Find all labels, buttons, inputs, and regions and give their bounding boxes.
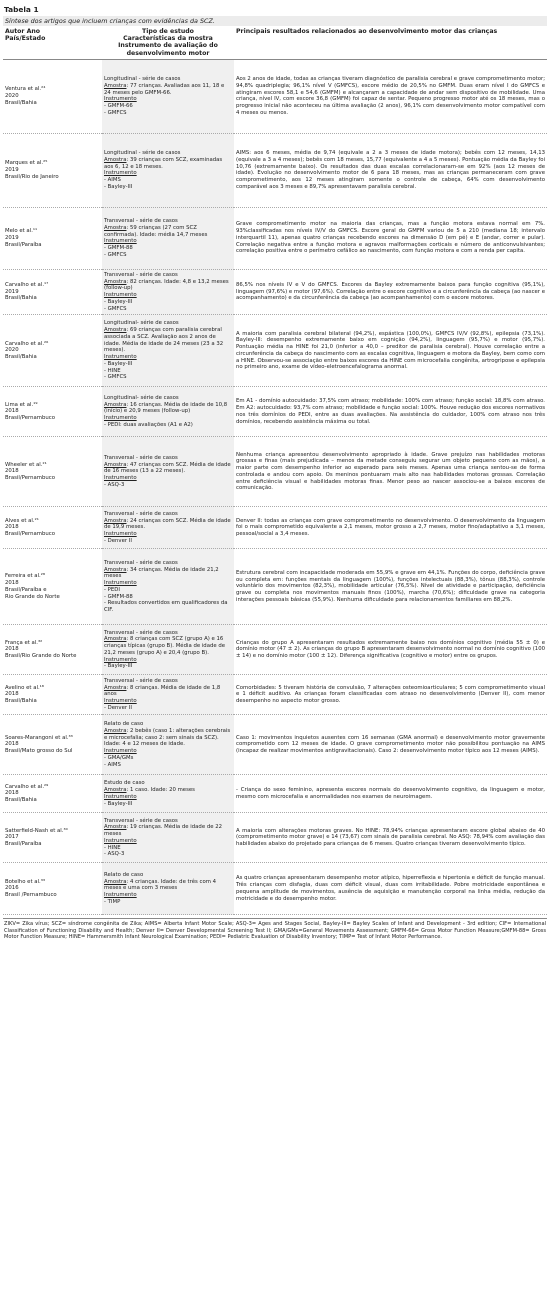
- results-cell: Comorbidades: 5 tiveram história de convulsão, 7 alterações osteomioarticulares; 5 com comprometimento visual e 1 déficit auditivo. As crianças foram classificadas com atraso no desenvolvimento (Denver II), com menor desempenho no aspecto motor grosso.: [234, 675, 547, 715]
- study-sample: [104, 824, 232, 838]
- study-cell: [102, 863, 234, 915]
- author-year: 2020: [5, 347, 19, 354]
- author-cell: [3, 133, 102, 207]
- author-name: França et al.³²: [5, 639, 43, 646]
- sample-label: Amostra: [104, 566, 127, 573]
- header-results: Principais resultados relacionados ao desenvolvimento motor das crianças: [234, 26, 547, 59]
- study-cell: [102, 625, 234, 675]
- author-cell: [3, 207, 102, 269]
- instrument-list: - Bayley-III - GMFCS: [104, 298, 133, 312]
- instrument-label: Instrumento: [104, 892, 137, 899]
- sample-text: : 1 caso. Idade: 20 meses: [126, 787, 195, 794]
- author-place: Brasil/Rio Grande do Norte: [5, 653, 77, 660]
- sample-label: Amostra: [104, 156, 127, 163]
- results-cell: - Criança do sexo feminino, apresenta escores normais do desenvolvimento cognitivo, da linguagem e motor, mesmo com microcefalia e anormalidades nos exames de neuroimagem.: [234, 775, 547, 813]
- results-cell: Nenhuma criança apresentou desenvolvimento apropriado à idade. Grave prejuízo nas habilidades motoras grossas e finas (mais prejudicada – menos da metade conseguiu segurar um objeto pequeno com as mãos), a maior parte com desempenho inferior ao esperado para seis meses. Apenas uma criança sentou-se de forma controlada e andou com apoio. Os meninos pontuaram mais alto nas habilidades motoras grossas. Correlação entre deficiência visual e habilidades motoras finas. Menor peso ao nascer associou-se a baixos escores de comunicação.: [234, 437, 547, 507]
- study-type: Transversal - série de casos: [104, 271, 178, 278]
- table-row: [3, 549, 547, 625]
- study-cell: [102, 675, 234, 715]
- author-name: Carvalho et al.¹⁷: [5, 281, 49, 288]
- study-cell: [102, 207, 234, 269]
- instrument-label: Instrumento: [104, 354, 137, 361]
- table-row: [3, 315, 547, 387]
- instrument-label: Instrumento: [104, 96, 137, 103]
- study-cell: [102, 315, 234, 387]
- author-place: Brasil/Bahia: [5, 354, 37, 361]
- sample-label: Amostra: [104, 684, 127, 691]
- study-cell: [102, 437, 234, 507]
- author-name: Carvalho et al.²⁶: [5, 340, 49, 347]
- instrument-list: - PEDI - GMFM-88 - Resultados convertidos em qualificadores da CIF.: [104, 586, 228, 614]
- author-year: 2020: [5, 92, 19, 99]
- sample-text: : 19 crianças. Média de idade de 22 meses: [104, 824, 222, 838]
- author-name: Melo et al.¹¹: [5, 228, 38, 235]
- sample-text: : 47 crianças com SCZ. Média de idade de 16 meses (13 a 22 meses).: [104, 461, 231, 475]
- author-cell: [3, 863, 102, 915]
- instrument-list: - ASQ-3: [104, 481, 125, 488]
- study-type: Transversal - série de casos: [104, 218, 178, 225]
- sample-text: : 59 crianças (27 com SCZ confirmada). Idade: média 14,7 meses: [104, 224, 208, 238]
- author-year: 2018: [5, 524, 19, 531]
- sample-label: Amostra: [104, 461, 127, 468]
- sample-label: Amostra: [104, 878, 127, 885]
- sample-text: : 2 bebês (caso 1: alterações cerebrais e microcefalia; caso 2: sem sinais da SCZ). Idade: 4 e 12 meses de idade.: [104, 727, 231, 748]
- table-body: [3, 59, 547, 915]
- author-name: Lima et al.¹⁹: [5, 401, 38, 408]
- sample-label: Amostra: [104, 327, 127, 334]
- table-row: [3, 863, 547, 915]
- instrument-list: - Denver II: [104, 537, 132, 544]
- study-sample: [104, 327, 232, 354]
- study-sample: [104, 518, 232, 532]
- author-name: Alves et al.²¹: [5, 517, 39, 524]
- table-header-row: [3, 26, 547, 59]
- sample-label: Amostra: [104, 82, 127, 89]
- author-name: Carvalho et al.²⁹: [5, 783, 49, 790]
- sample-label: Amostra: [104, 401, 127, 408]
- sample-text: : 8 crianças. Média de idade de 1,8 anos: [104, 684, 221, 698]
- study-type: Transversal - série de casos: [104, 677, 178, 684]
- instrument-list: - GMFM-88 - GMFCS: [104, 245, 133, 258]
- results-cell: As quatro crianças apresentaram desempenho motor atípico, hiperreflexia e hipertonia e déficit de função manual. Três crianças com disfagia, duas com déficit visual, duas com irritabilidade. Pobre motricidade espontânea e pequena amplitude de movimentos, ausência de aquisição e manutenção corporal na linha média, redução da motricidade e do desempenho motor.: [234, 863, 547, 915]
- table-row: [3, 133, 547, 207]
- study-type: Longitudinal- série de casos: [104, 320, 179, 327]
- results-cell: Grave comprometimento motor na maioria das crianças, mas a função motora estava normal em 7%. 93%classificadas nos níveis IV/V do GMFCS. Escore geral do GMFM variou de 5 a 210 (mediana 18; intervalo interquartil 11), apenas quatro crianças recebendo escores na dimensão D (em pé) e E (andar, correr e pular). Correlação negativa entre a função motora e agravos malformações corticais e número de anticonvulsivantes; correlação positiva entre o perímetro cefálico ao nascimento, com função motora e com a renda per capita.: [234, 207, 547, 269]
- study-cell: [102, 549, 234, 625]
- table-row: [3, 59, 547, 133]
- author-cell: [3, 813, 102, 863]
- table-label: Tabela 1: [4, 5, 39, 14]
- instrument-list: - AIMS - Bayley-III: [104, 177, 133, 190]
- study-cell: [102, 387, 234, 437]
- author-name: Wheeler et al.²¹: [5, 461, 47, 468]
- header-study-type: Tipo de estudo Características da mostra Instrumento de avaliação do desenvolvimento motor: [102, 26, 234, 59]
- study-cell: [102, 133, 234, 207]
- table-row: [3, 207, 547, 269]
- sample-label: Amostra: [104, 278, 127, 285]
- author-cell: [3, 437, 102, 507]
- author-cell: [3, 625, 102, 675]
- study-sample: [104, 879, 232, 893]
- author-place: Brasil/Bahia: [5, 295, 37, 302]
- study-cell: [102, 715, 234, 775]
- study-type: Relato de caso: [104, 721, 144, 728]
- instrument-list: - GMA/GMs - AIMS: [104, 754, 134, 768]
- instrument-label: Instrumento: [104, 656, 137, 663]
- author-year: 2019: [5, 288, 19, 295]
- study-cell: [102, 775, 234, 813]
- author-name: Marques et al.²⁵: [5, 160, 48, 167]
- author-place: Brasil/Paraíba: [5, 841, 42, 848]
- study-type: Estudo de caso: [104, 780, 145, 787]
- sample-text: : 77 crianças. Avaliadas aos 11, 18 e 24 meses pelo GMFM-66.: [104, 82, 225, 96]
- results-cell: Em A1 - domínio autocuidado: 37,5% com atraso; mobilidade: 100% com atraso; função social: 18,8% com atraso. Em A2: autocuidado: 93,7% com atraso; mobilidade e função social: 100%. Houve redução dos escores normativos nos três domínios do PEDI, entre as duas avaliações. Na assistência do cuidador, 100% com atraso nos três domínios, recebendo assistência máxima ou total.: [234, 387, 547, 437]
- author-year: 2016: [5, 885, 19, 892]
- author-year: 2017: [5, 834, 19, 841]
- study-cell: [102, 269, 234, 315]
- author-place: Brasil/Bahia: [5, 698, 37, 705]
- study-type: Transversal - série de casos: [104, 454, 178, 461]
- sample-text: : 8 crianças com SCZ (grupo A) e 16 crianças típicas (grupo B). Média de idade de 21,2 meses (grupo A) e 20,4 (grupo B).: [104, 636, 226, 656]
- author-place: Brasil/Pernambuco: [5, 415, 55, 422]
- author-place: Brasil/Bahia: [5, 99, 37, 106]
- study-sample: [104, 83, 232, 97]
- results-cell: A maioria com alterações motoras graves. No HINE: 78,94% crianças apresentaram escore global abaixo de 40 (comprometimento motor grave) e 14 (73,67) com sinais de paralisia cerebral. No ASQ: 78,94% com avaliação das habilidades abaixo do projetado para crianças de 6 meses. Quatro crianças tiveram desenvolvimento típico.: [234, 813, 547, 863]
- table-row: [3, 675, 547, 715]
- instrument-label: Instrumento: [104, 580, 137, 587]
- articles-table: [3, 26, 547, 915]
- instrument-label: Instrumento: [104, 698, 137, 705]
- study-cell: [102, 59, 234, 133]
- study-sample: [104, 636, 232, 656]
- table-footnote: ZIKV= Zika vírus; SCZ= síndrome congênita de Zika; AIMS= Alberta Infant Motor Scale; ASQ-3= Ages and Stages Social, Bayley-III= Bayley Scales of Infant and Development - 3rd edition; CIF= International Classification of Functioning Disability and Health; Denver II= Denver Developmental Screening Test II; GMA/GMs=General Movements Assessment; GMFM-66= Gross Motor Function Measure;GMFM-88= Gross Motor Function Measure; HINE= Hammersmith Infant Neurological Examination; PEDI= Pediatric Evaluation of Disability Inventory; TIMP= Test of Infant Motor Performance.: [3, 918, 547, 942]
- study-sample: [104, 787, 232, 794]
- instrument-list: - Bayley-III - HINE - GMFCS: [104, 360, 133, 381]
- results-cell: A maioria com paralisia cerebral bilateral (94,2%), espástica (100,0%), GMFCS IV/V (92,8%), epilepsia (73,1%). Bayley-III: desempenho extremamente baixo em cognição (94,2%), linguagem (95,7%) e motor (95,7%). Pontuação média na HINE foi 21,0 (inferior a 40,0 – preditor de paralisia cerebral). Houve correlação entre a circunferência da cabeça do nascimento com as escalas cognitiva, linguagem e motora da Bayley, bem como com a HINE. Observou-se associação entre baixos escores da HINE com microcefalia congênita, artrogripose e epilepsia no primeiro ano, exame de vídeo-eletroencefalograma anormal.: [234, 315, 547, 387]
- instrument-list: - Bayley-III: [104, 663, 133, 670]
- sample-text: : 82 crianças. Idade: 4,8 e 13,2 meses (follow-up): [104, 278, 229, 292]
- author-name: Soares-Marangoni et al.³³: [5, 734, 73, 741]
- author-year: 2018: [5, 646, 19, 653]
- author-name: Avelino et al.¹⁸: [5, 684, 44, 691]
- table-row: [3, 813, 547, 863]
- instrument-label: Instrumento: [104, 531, 137, 538]
- study-type: Transversal - série de casos: [104, 510, 178, 517]
- author-year: 2019: [5, 166, 19, 173]
- author-year: 2018: [5, 790, 19, 797]
- author-place: Brasil/Paraíba: [5, 241, 42, 248]
- study-type: Longitudinal- série de casos: [104, 394, 179, 401]
- table-row: [3, 269, 547, 315]
- instrument-label: Instrumento: [104, 793, 137, 800]
- sample-text: : 39 crianças com SCZ, examinadas aos 6, 12 e 18 meses.: [104, 156, 223, 170]
- author-place: Brasil/Bahia: [5, 797, 37, 804]
- study-type: Transversal - série de casos: [104, 629, 178, 636]
- author-place: Brasil/Paraíba e Rio Grande do Norte: [5, 586, 60, 600]
- study-sample: [104, 567, 232, 581]
- instrument-list: - TIMP: [104, 898, 121, 905]
- sample-text: : 24 crianças com SCZ. Média de idade de 19,9 meses.: [104, 517, 231, 531]
- study-cell: [102, 507, 234, 549]
- sample-label: Amostra: [104, 787, 127, 794]
- instrument-label: Instrumento: [104, 170, 137, 177]
- study-type: Transversal - série de casos: [104, 559, 178, 566]
- author-name: Botelho et al.³³: [5, 878, 45, 885]
- author-year: 2018: [5, 741, 19, 748]
- table-row: [3, 507, 547, 549]
- table-row: [3, 387, 547, 437]
- sample-label: Amostra: [104, 517, 127, 524]
- author-cell: [3, 59, 102, 133]
- sample-label: Amostra: [104, 224, 127, 231]
- author-place: Brasil/Mato grosso do Sul: [5, 748, 73, 755]
- author-year: 2018: [5, 580, 19, 587]
- instrument-list: - HINE - ASQ-3: [104, 844, 125, 858]
- author-cell: [3, 387, 102, 437]
- sample-text: : 34 crianças. Média de idade 21,2 meses: [104, 566, 219, 580]
- author-cell: [3, 775, 102, 813]
- study-sample: [104, 225, 232, 239]
- author-cell: [3, 507, 102, 549]
- study-sample: [104, 728, 232, 748]
- author-name: Satterfield-Nash et al.³⁰: [5, 827, 68, 834]
- instrument-label: Instrumento: [104, 748, 137, 755]
- sample-text: : 4 crianças. Idade: de três com 4 meses e uma com 3 meses: [104, 878, 217, 892]
- author-year: 2018: [5, 408, 19, 415]
- instrument-list: - Bayley-III: [104, 800, 133, 807]
- author-cell: [3, 549, 102, 625]
- table-subtitle: Síntese dos artigos que incluem crianças com evidências da SCZ.: [3, 16, 547, 26]
- table-row: [3, 715, 547, 775]
- sample-label: Amostra: [104, 824, 127, 831]
- results-cell: Estrutura cerebral com incapacidade moderada em 55,9% e grave em 44,1%. Funções do corpo, deficiência grave ou completa em: funções mentais da linguagem (100%), funções intelectuais (88,3%), tônus (88,3%), controle voluntário dos movimentos (82,3%), mobilidade articular (76,5%). Nível de atividade e participação, deficiência grave ou completa nos movimentos manuais finos (100%), marcha (70,6%); dificuldade grave na categoria interações pessoais básicas (55,9%). Nenhuma dificuldade para relacionamentos familiares em 88,2%.: [234, 549, 547, 625]
- table-row: [3, 437, 547, 507]
- results-cell: Aos 2 anos de idade, todas as crianças tiveram diagnóstico de paralisia cerebral e grave comprometimento motor; 94,8% quadriplegia; 96,1% nível V (GMFCS), escore médio de 20,5% no GMFM. Duas eram nível I do GMFCS e atingiram escores 58,1 e 54,6 (GMFM) e alcançaram a capacidade de andar sem dispositivo de mobilidade. Uma criança, nível IV, com escore 36,8 (GMFM) foi capaz de sentar. Pequeno progresso motor até os 18 meses, mas o progresso inicial não aconteceu na última avaliação (2 anos), 96,1% com desenvolvimento motor compatível com 4 meses ou menos.: [234, 59, 547, 133]
- instrument-label: Instrumento: [104, 475, 137, 482]
- author-place: Brasil/Pernambuco: [5, 531, 55, 538]
- sample-label: Amostra: [104, 727, 127, 734]
- study-cell: [102, 813, 234, 863]
- author-year: 2018: [5, 468, 19, 475]
- instrument-label: Instrumento: [104, 292, 137, 299]
- instrument-label: Instrumento: [104, 415, 137, 422]
- sample-label: Amostra: [104, 636, 127, 643]
- study-type: Relato de caso: [104, 871, 144, 878]
- sample-text: : 69 crianças com paralisia cerebral associada a SCZ. Avaliação aos 2 anos de idade. Média de idade de 24 meses (23 a 32 meses).: [104, 327, 224, 354]
- table-row: [3, 775, 547, 813]
- author-cell: [3, 675, 102, 715]
- author-name: Ferreira et al.²⁸: [5, 573, 46, 580]
- author-place: Brasil/Rio de Janeiro: [5, 173, 59, 180]
- sample-text: : 16 crianças. Média de idade de 10,8 (início) e 20,9 meses (follow-up): [104, 401, 228, 415]
- study-sample: [104, 685, 232, 699]
- author-year: 2018: [5, 691, 19, 698]
- study-sample: [104, 279, 232, 293]
- instrument-label: Instrumento: [104, 238, 137, 245]
- author-cell: [3, 269, 102, 315]
- study-type: Longitudinal - série de casos: [104, 150, 181, 157]
- results-cell: 86,5% nos níveis IV e V do GMFCS. Escores da Bayley extremamente baixos para função cognitiva (95,1%), linguagem (97,6%) e motor (97,6%). Correlação entre o escore cognitivo e a circunferência da cabeça (ao nascer e acompanhamento) e da circunferência da cabeça (ao acompanhamento) com o escore motores.: [234, 269, 547, 315]
- study-sample: [104, 462, 232, 476]
- author-place: Brasil/Pernambuco: [5, 475, 55, 482]
- study-sample: [104, 157, 232, 171]
- results-cell: AIMS: aos 6 meses, média de 9,74 (equivale a 2 a 3 meses de idade motora); bebês com 12 meses, 14,13 (equivale a 3 a 4 meses); bebês com 18 meses, 15,77 (equivalente a 4 a 5 meses). Pontuação média da Bayley foi 10,76 (extremamente baixo). Os resultados das duas escalas correlacionaram-se em 92% (aos 12 meses de idade). Evolução no desenvolvimento motor de 6 para 18 meses, mas as crianças permaneceram com grave comprometimento, aos 12 meses atingiram somente o controle de cabeça, 64% com desenvolvimento comparável aos 3 meses e 89,7% apresentavam paralisia cerebral.: [234, 133, 547, 207]
- results-cell: Caso 1: movimentos inquietos ausentes com 16 semanas (GMA anormal) e desenvolvimento motor gravemente comprometido com 12 meses de idade. O grave comprometimento motor não possibilitou pontuação na AIMS (incapaz de realizar movimentos antigravitacionais). Caso 2: desenvolvimento motor típico aos 12 meses (AIMS).: [234, 715, 547, 775]
- instrument-list: - Denver II: [104, 704, 132, 711]
- study-sample: [104, 402, 232, 416]
- instrument-label: Instrumento: [104, 837, 137, 844]
- study-type: Transversal - série de casos: [104, 817, 178, 824]
- author-cell: [3, 715, 102, 775]
- header-author: Autor Ano País/Estado: [3, 26, 102, 59]
- author-cell: [3, 315, 102, 387]
- instrument-list: - PEDI: duas avaliações (A1 e A2): [104, 421, 193, 428]
- results-cell: Denver II: todas as crianças com grave comprometimento no desenvolvimento. O desenvolvimento da linguagem foi o mais comprometido equivalente a 2,1 meses, motor grosso a 2,7 meses, motor fino/adaptativo a 3,1 meses, pessoal/social a 3,4 meses.: [234, 507, 547, 549]
- instrument-list: - GMFM-66 - GMFCS: [104, 103, 133, 116]
- study-type: Longitudinal - série de casos: [104, 76, 181, 83]
- results-cell: Crianças do grupo A apresentaram resultados extremamente baixo nos domínios cognitivo (média 55 ± 0) e domínio motor (47 ± 2). As crianças do grupo B apresentaram desenvolvimento normal no domínio cognitivo (100 ± 14) e no domínio motor (100 ± 12). Diferença significativa (cognitivo e motor) entre os grupos.: [234, 625, 547, 675]
- table-row: [3, 625, 547, 675]
- author-year: 2019: [5, 234, 19, 241]
- author-place: Brasil /Pernambuco: [5, 892, 57, 899]
- author-name: Ventura et al.²⁴: [5, 86, 46, 93]
